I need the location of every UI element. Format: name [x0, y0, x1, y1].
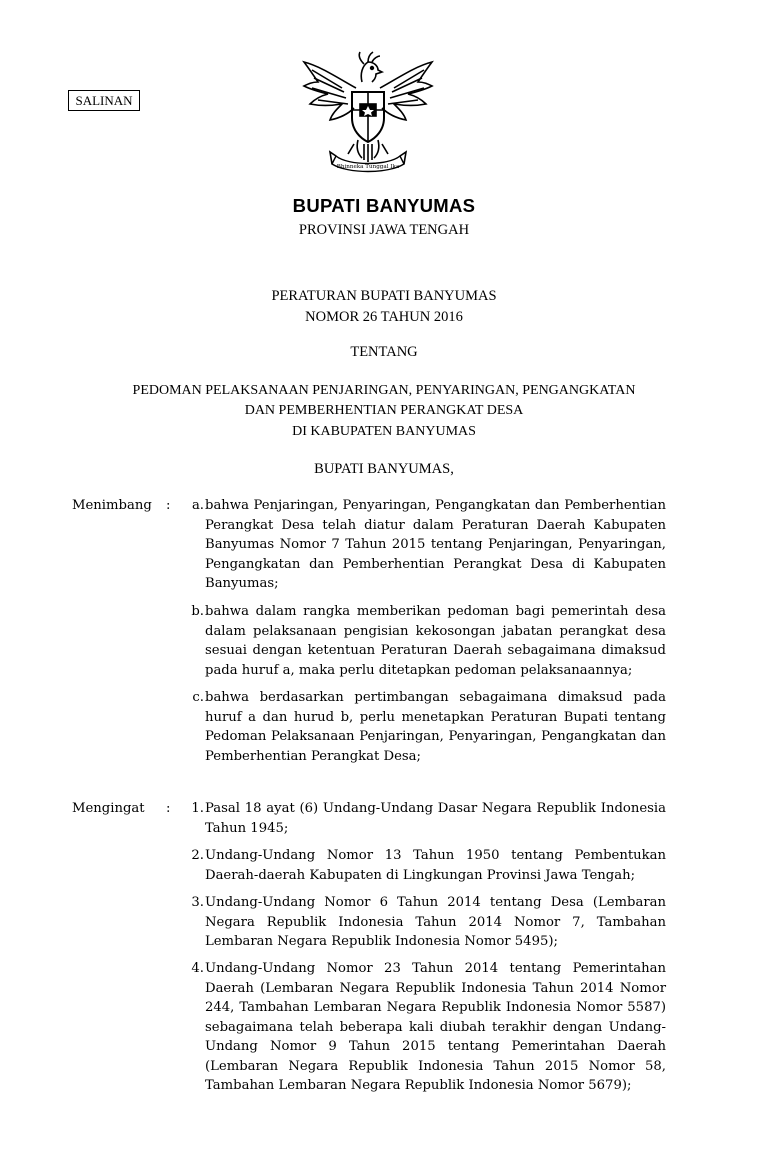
mengingat-item-4 — [186, 959, 666, 1096]
item-marker: 1. — [191, 801, 204, 816]
item-marker: a. — [191, 498, 204, 513]
item-marker: 3. — [191, 895, 204, 910]
menimbang-item-c — [186, 688, 666, 766]
item-marker: c. — [192, 690, 204, 705]
subject-line-1: PEDOMAN PELAKSANAAN PENJARINGAN, PENYARINGAN, PENGANGKATAN — [132, 383, 636, 398]
menimbang-colon: : — [166, 498, 171, 513]
item-marker: 4. — [191, 961, 204, 976]
menimbang-item-b — [186, 602, 666, 680]
item-text: bahwa dalam rangka memberikan pedoman bagi pemerintah desa dalam pelaksanaan pengisian kekosongan jabatan perangkat desa sesuai dengan ketentuan Peraturan Daerah sebagaimana dimaksud pada huruf a, maka perlu ditetapkan pedoman pelaksanaannya; — [205, 604, 666, 678]
item-marker: b. — [191, 604, 204, 619]
mengingat-item-2 — [186, 846, 666, 885]
mengingat-item-1 — [186, 799, 666, 838]
header-title: BUPATI BANYUMAS — [292, 195, 476, 216]
item-text: Pasal 18 ayat (6) Undang-Undang Dasar Negara Republik Indonesia Tahun 1945; — [205, 801, 666, 836]
emblem-motto: Bhinneka Tunggal Ika — [336, 164, 400, 170]
menimbang-item-a — [186, 496, 666, 594]
mengingat-item-3 — [186, 893, 666, 952]
garuda-emblem-icon — [298, 48, 438, 176]
header-province: PROVINSI JAWA TENGAH — [298, 222, 470, 238]
regulation-number: NOMOR 26 TAHUN 2016 — [305, 309, 463, 325]
item-text: Undang-Undang Nomor 6 Tahun 2014 tentang Desa (Lembaran Negara Republik Indonesia Tahun 2014 Nomor 7, Tambahan Lembaran Negara Republik Indonesia Nomor 5495); — [205, 895, 666, 949]
item-text: Undang-Undang Nomor 13 Tahun 1950 tentang Pembentukan Daerah-daerah Kabupaten di Lingkungan Provinsi Jawa Tengah; — [205, 848, 666, 883]
subject-line-2: DAN PEMBERHENTIAN PERANGKAT DESA — [244, 403, 524, 418]
mengingat-colon: : — [166, 801, 171, 816]
issuer-heading: BUPATI BANYUMAS, — [314, 461, 454, 477]
mengingat-label: Mengingat — [72, 801, 145, 816]
regulation-name: PERATURAN BUPATI BANYUMAS — [271, 288, 497, 304]
item-text: bahwa Penjaringan, Penyaringan, Pengangkatan dan Pemberhentian Perangkat Desa telah diatur dalam Peraturan Daerah Kabupaten Banyumas Nomor 7 Tahun 2015 tentang Penjaringan, Penyaringan, Pengangkatan dan Pemberhentian Perangkat Desa di Kabupaten Banyumas; — [205, 498, 666, 591]
item-text: bahwa berdasarkan pertimbangan sebagaimana dimaksud pada huruf a dan hurud b, perlu menetapkan Peraturan Bupati tentang Pedoman Pelaksanaan Penjaringan, Penyaringan, Pengangkatan dan Pemberhentian Perangkat Desa; — [205, 690, 666, 764]
salinan-stamp: SALINAN — [68, 90, 140, 111]
about-label: TENTANG — [350, 344, 418, 360]
menimbang-label: Menimbang — [72, 498, 152, 513]
item-text: Undang-Undang Nomor 23 Tahun 2014 tentang Pemerintahan Daerah (Lembaran Negara Republik Indonesia Tahun 2014 Nomor 244, Tambahan Lembaran Negara Republik Indonesia Nomor 5587) sebagaimana telah beberapa kali diubah terakhir dengan Undang-Undang Nomor 9 Tahun 2015 tentang Pemerintahan Daerah (Lembaran Negara Republik Indonesia Tahun 2015 Nomor 58, Tambahan Lembaran Negara Republik Indonesia Nomor 5679); — [205, 961, 666, 1093]
item-marker: 2. — [191, 848, 204, 863]
subject-line-3: DI KABUPATEN BANYUMAS — [292, 424, 476, 439]
